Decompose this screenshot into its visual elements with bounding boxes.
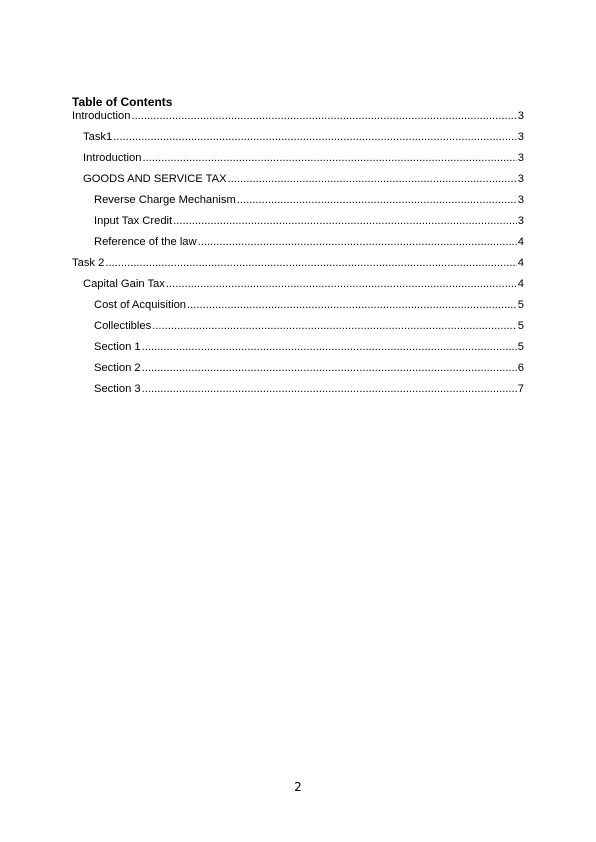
toc-entry-page: 4 [517, 278, 524, 290]
toc-entry-goods-and-service-tax[interactable] [72, 173, 524, 186]
toc-entry-section-3[interactable] [72, 383, 524, 396]
toc-entry-label: Reference of the law [94, 236, 197, 248]
toc-entry-label: Input Tax Credit [94, 215, 173, 227]
page-number: 2 [294, 780, 302, 794]
toc-entry-label: Cost of Acquisition [94, 299, 187, 311]
toc-entry-page: 5 [517, 341, 524, 353]
dot-leader [142, 383, 517, 396]
dot-leader [152, 320, 517, 333]
toc-entry-page: 5 [517, 320, 524, 332]
dot-leader [142, 152, 516, 165]
dot-leader [173, 215, 517, 228]
toc-entry-label: Task 2 [72, 257, 105, 269]
toc-title: Table of Contents [72, 95, 173, 109]
table-of-contents [72, 95, 524, 396]
dot-leader [228, 173, 517, 186]
toc-entry-introduction-sub[interactable] [72, 152, 524, 165]
dot-leader [113, 131, 517, 144]
toc-entry-collectibles[interactable] [72, 320, 524, 333]
toc-entry-page: 5 [517, 299, 524, 311]
toc-entry-page: 4 [517, 236, 524, 248]
toc-entry-section-2[interactable] [72, 362, 524, 375]
dot-leader [105, 257, 516, 270]
toc-entry-label: Introduction [83, 152, 142, 164]
toc-entry-task1[interactable] [72, 131, 524, 144]
toc-entry-label: Introduction [72, 110, 131, 122]
toc-entry-page: 3 [517, 152, 524, 164]
dot-leader [187, 299, 517, 312]
toc-entry-label: Task1 [83, 131, 113, 143]
dot-leader [142, 362, 517, 375]
toc-entry-reverse-charge-mechanism[interactable] [72, 194, 524, 207]
toc-entry-page: 3 [517, 194, 524, 206]
toc-entry-label: Section 3 [94, 383, 141, 395]
toc-entry-page: 7 [517, 383, 524, 395]
toc-entry-page: 4 [517, 257, 524, 269]
dot-leader [131, 110, 516, 123]
dot-leader [166, 278, 517, 291]
toc-entry-page: 3 [517, 131, 524, 143]
toc-entry-label: Section 1 [94, 341, 141, 353]
toc-entry-task-2[interactable] [72, 257, 524, 270]
toc-entry-introduction[interactable] [72, 110, 524, 123]
dot-leader [237, 194, 517, 207]
toc-entry-page: 3 [517, 173, 524, 185]
toc-entry-label: Section 2 [94, 362, 141, 374]
toc-entry-input-tax-credit[interactable] [72, 215, 524, 228]
toc-entry-page: 3 [517, 110, 524, 122]
dot-leader [198, 236, 517, 249]
toc-entry-page: 6 [517, 362, 524, 374]
toc-entry-label: GOODS AND SERVICE TAX [83, 173, 227, 185]
toc-entry-label: Capital Gain Tax [83, 278, 165, 290]
dot-leader [142, 341, 517, 354]
toc-entry-page: 3 [517, 215, 524, 227]
toc-entry-capital-gain-tax[interactable] [72, 278, 524, 291]
toc-entry-section-1[interactable] [72, 341, 524, 354]
toc-entry-label: Collectibles [94, 320, 152, 332]
toc-entry-cost-of-acquisition[interactable] [72, 299, 524, 312]
toc-entry-reference-of-the-law[interactable] [72, 236, 524, 249]
toc-entry-label: Reverse Charge Mechanism [94, 194, 236, 206]
